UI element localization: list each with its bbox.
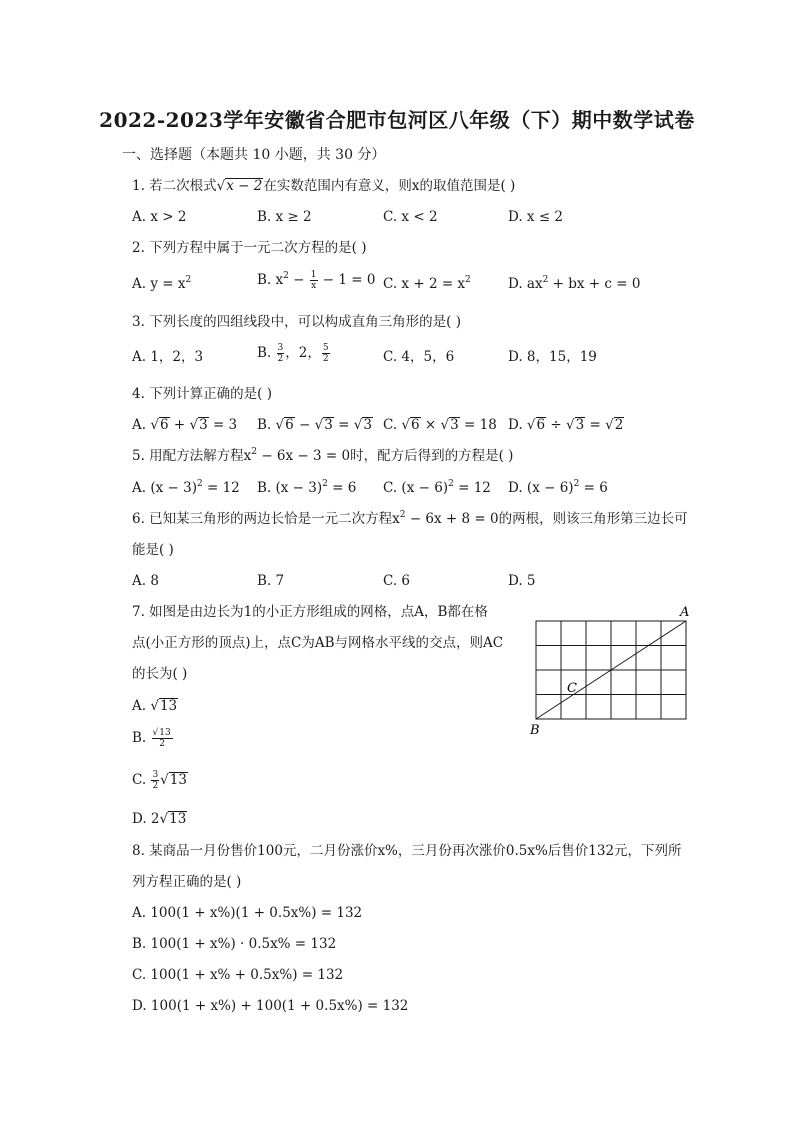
question-8-stem-2: 列方程正确的是( ): [132, 874, 242, 890]
q5-option-a: A. $(x - 3)^2 = 12$: [132, 479, 240, 496]
q1-option-b: B. x ≥ 2: [257, 209, 312, 225]
q5-option-d: D. $(x - 6)^2 = 6$: [508, 479, 608, 496]
section-heading: 一、选择题（本题共 10 小题，共 30 分）: [122, 147, 386, 163]
q3-option-a: A. 1，2，3: [132, 349, 204, 365]
q6-option-c: C. 6: [383, 573, 411, 589]
grid-figure: [520, 600, 700, 740]
q3-option-c: C. 4，5，6: [383, 349, 455, 365]
q8-option-b: B. 100(1 + x%) · 0.5x% = 132: [132, 936, 337, 952]
question-7-stem-3: 的长为( ): [132, 666, 188, 682]
q5-option-c: C. $(x - 6)^2 = 12$: [383, 479, 491, 496]
question-5-stem: 5. 用配方法解方程$x^2 - 6x - 3 = 0$时，配方后得到的方程是( ): [132, 447, 514, 464]
question-6-stem: 6. 已知某三角形的两边长恰是一元二次方程$x^2 - 6x + 8 = 0$的两根，则该三角形第三边长可: [132, 510, 688, 527]
q1-option-c: C. x < 2: [383, 209, 438, 225]
q6-option-d: D. 5: [508, 573, 536, 589]
question-6-stem-cont: 能是( ): [132, 542, 174, 558]
q7-option-a: A. √13: [132, 698, 178, 714]
q2-option-c: C. $x + 2 = x^2$: [383, 275, 471, 292]
q8-option-a: A. 100(1 + x%)(1 + 0.5x%) = 132: [132, 905, 363, 921]
point-c-label: C: [567, 681, 577, 696]
q8-option-c: C. 100(1 + x% + 0.5x%) = 132: [132, 967, 344, 983]
q4-option-b: B. √6 − √3 = √3: [257, 417, 372, 433]
question-3-stem: 3. 下列长度的四组线段中，可以构成直角三角形的是( ): [132, 314, 461, 330]
q6-option-b: B. 7: [257, 573, 285, 589]
q1-option-a: A. x > 2: [132, 209, 187, 225]
q2-option-b: B. $x^2$ − $\frac{1}{x}$ − 1 = 0: [257, 270, 376, 291]
q4-option-a: A. √6 + √3 = 3: [132, 417, 238, 433]
q1-option-d: D. x ≤ 2: [508, 209, 564, 225]
q4-option-d: D. √6 ÷ √3 = √2: [508, 417, 624, 433]
q2-option-a: A. $y = x^2$: [132, 275, 192, 292]
q8-option-d: D. 100(1 + x%) + 100(1 + 0.5x%) = 132: [132, 998, 409, 1014]
q7-option-d: D. 2√13: [132, 811, 187, 827]
q5-option-b: B. $(x - 3)^2 = 6$: [257, 479, 357, 496]
question-7-stem-1: 7. 如图是由边长为1的小正方形组成的网格，点A，B都在格: [132, 604, 488, 620]
point-b-label: B: [530, 723, 540, 738]
q3-option-d: D. 8，15，19: [508, 349, 597, 365]
point-a-label: A: [680, 605, 690, 620]
q4-option-c: C. √6 × √3 = 18: [383, 417, 497, 433]
q2-option-d: D. $ax^2$ + bx + c = 0: [508, 275, 641, 292]
question-7-stem-2: 点(小正方形的顶点)上，点C为AB与网格水平线的交点，则AC: [132, 635, 504, 651]
q6-option-a: A. 8: [132, 573, 159, 589]
question-8-stem-1: 8. 某商品一月份售价100元，二月份涨价x%，三月份再次涨价0.5x%后售价132元，下列所: [132, 843, 682, 859]
q7-option-c: C. $\frac{3}{2}$ √13: [132, 770, 187, 791]
question-4-stem: 4. 下列计算正确的是( ): [132, 386, 272, 402]
q3-option-b: B. $\frac{3}{2}$ ，2， $\frac{5}{2}$: [257, 343, 329, 364]
q7-option-b: B. $\frac{√13}{2}$: [132, 728, 171, 749]
question-2-stem: 2. 下列方程中属于一元二次方程的是( ): [132, 240, 367, 256]
question-1-stem: 1. 若二次根式√x − 2在实数范围内有意义，则x的取值范围是( ): [132, 178, 516, 194]
page-title: 2022-2023学年安徽省合肥市包河区八年级（下）期中数学试卷: [99, 108, 695, 132]
